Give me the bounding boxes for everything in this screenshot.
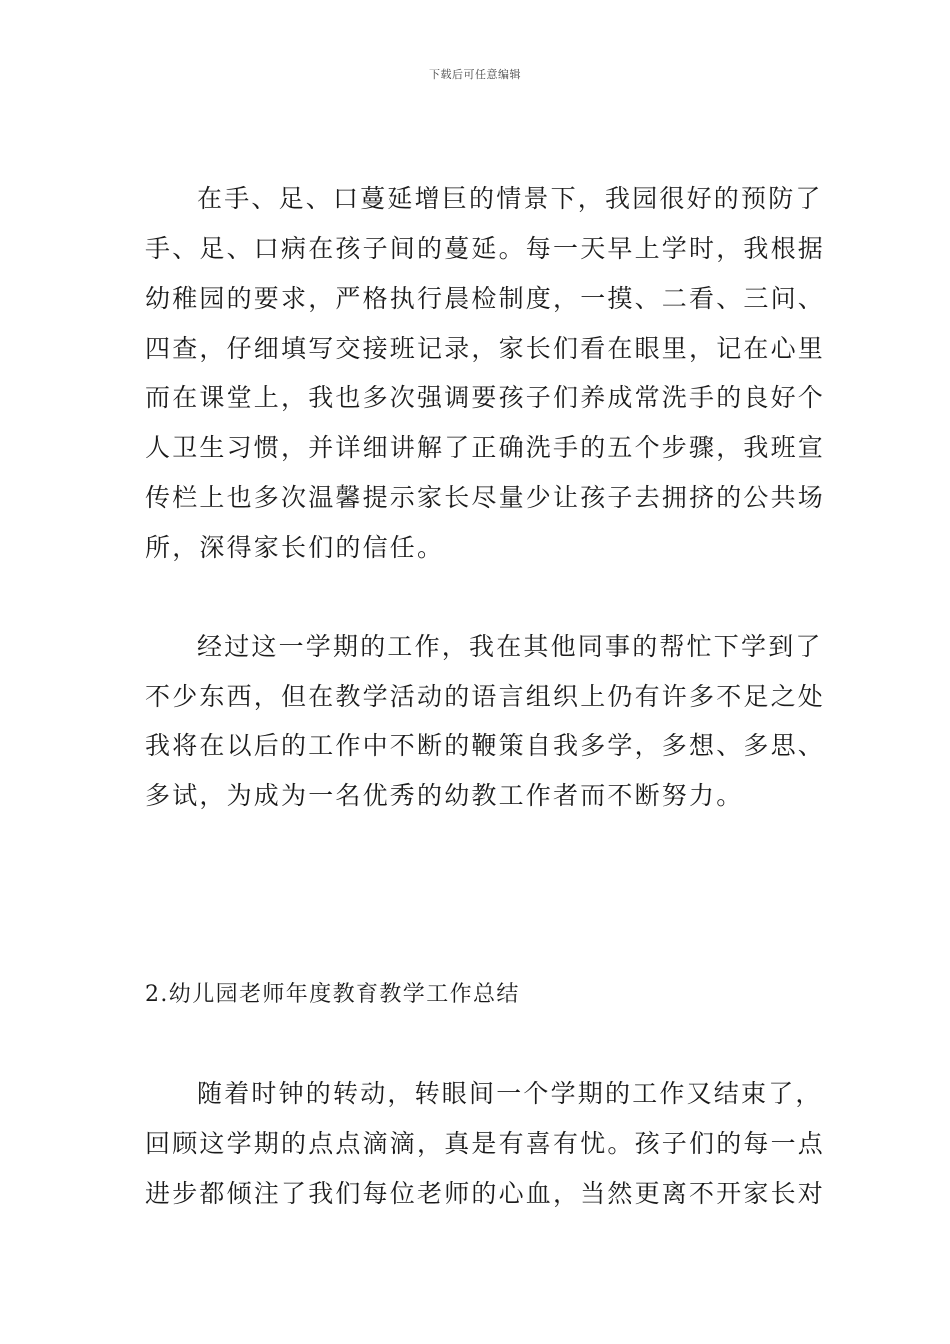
paragraph-line: 传栏上也多次温馨提示家长尽量少让孩子去拥挤的公共场	[145, 483, 826, 512]
paragraph-line: 所，深得家长们的信任。	[145, 533, 445, 562]
paragraph-line: 四查，仔细填写交接班记录，家长们看在眼里，记在心里	[145, 334, 826, 363]
section-heading: 2.幼儿园老师年度教育教学工作总结	[145, 982, 520, 1007]
paragraph-line: 手、足、口病在孩子间的蔓延。每一天早上学时，我根据	[145, 234, 826, 263]
paragraph-line: 多试，为成为一名优秀的幼教工作者而不断努力。	[145, 781, 744, 810]
paragraph-line: 我将在以后的工作中不断的鞭策自我多学，多想、多思、	[145, 731, 826, 760]
paragraph-line: 随着时钟的转动，转眼间一个学期的工作又结束了，	[197, 1079, 823, 1108]
paragraph-line: 而在课堂上，我也多次强调要孩子们养成常洗手的良好个	[145, 383, 826, 412]
header-note: 下载后可任意编辑	[429, 68, 521, 81]
paragraph-line: 不少东西，但在教学活动的语言组织上仍有许多不足之处	[145, 682, 826, 711]
paragraph-line: 人卫生习惯，并详细讲解了正确洗手的五个步骤，我班宣	[145, 433, 826, 462]
paragraph-line: 进步都倾注了我们每位老师的心血，当然更离不开家长对	[145, 1179, 826, 1208]
paragraph-line: 经过这一学期的工作，我在其他同事的帮忙下学到了	[197, 632, 823, 661]
paragraph-line: 回顾这学期的点点滴滴，真是有喜有忧。孩子们的每一点	[145, 1129, 826, 1158]
paragraph-line: 幼稚园的要求，严格执行晨检制度，一摸、二看、三问、	[145, 284, 826, 313]
paragraph-line: 在手、足、口蔓延增巨的情景下，我园很好的预防了	[197, 184, 823, 213]
